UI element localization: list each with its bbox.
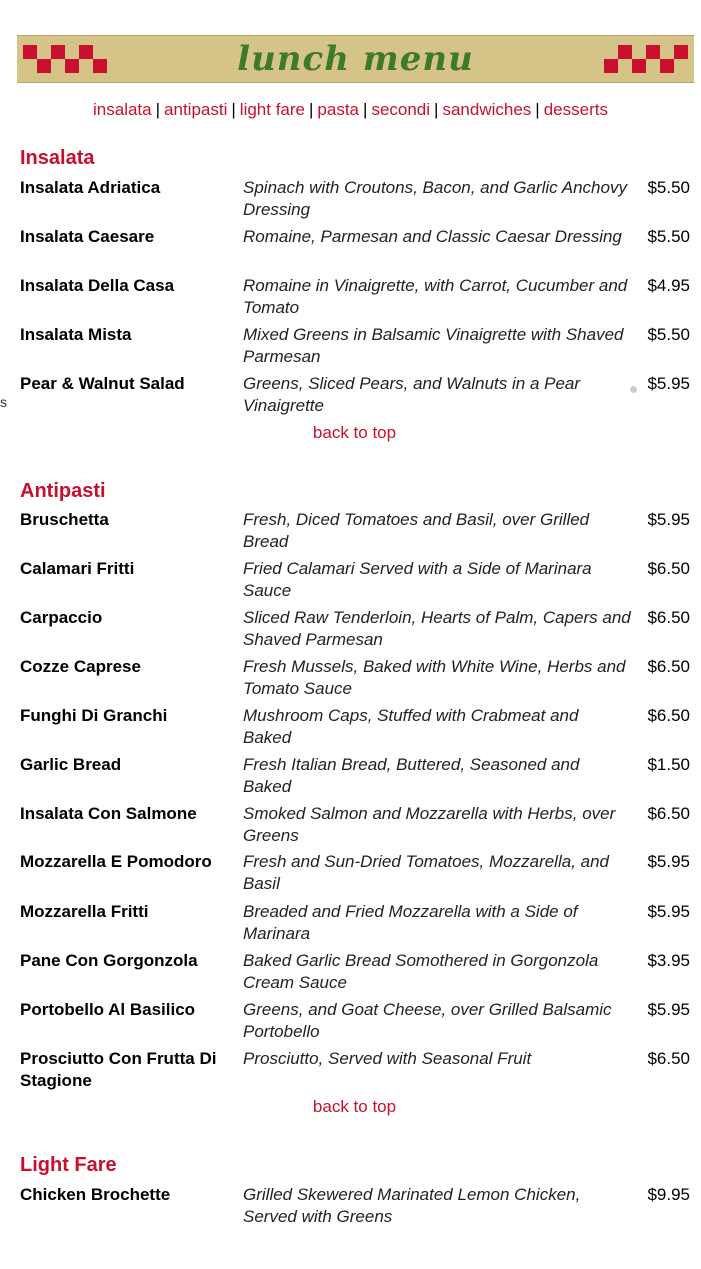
item-price: $5.95 xyxy=(647,374,690,393)
nav-link-light-fare[interactable]: light fare xyxy=(239,100,305,119)
section-title-antipasti: Antipasti xyxy=(20,480,106,502)
banner-title: lunch menu xyxy=(237,39,474,79)
nav-separator: | xyxy=(363,100,368,119)
decorative-dot xyxy=(630,386,637,393)
back-to-top-link[interactable]: back to top xyxy=(312,1097,397,1116)
item-name: Insalata Caesare xyxy=(20,227,155,246)
menu-banner xyxy=(17,35,694,83)
item-name: Pane Con Gorgonzola xyxy=(20,951,198,970)
item-price: $6.50 xyxy=(647,657,690,676)
item-name: Garlic Bread xyxy=(20,755,122,774)
item-name: Mozzarella E Pomodoro xyxy=(20,852,212,871)
item-description: Spinach with Croutons, Bacon, and Garlic Anchovy Dressing xyxy=(243,178,627,219)
item-name: Pear & Walnut Salad xyxy=(20,374,185,393)
item-price: $5.50 xyxy=(647,325,690,344)
item-description: Romaine, Parmesan and Classic Caesar Dressing xyxy=(243,227,622,246)
item-description: Grilled Skewered Marinated Lemon Chicken, Served with Greens xyxy=(243,1185,581,1226)
nav-link-desserts[interactable]: desserts xyxy=(543,100,608,119)
item-price: $6.50 xyxy=(647,1049,690,1068)
nav-link-secondi[interactable]: secondi xyxy=(371,100,431,119)
item-name: Insalata Adriatica xyxy=(20,178,161,197)
item-name: Insalata Con Salmone xyxy=(20,804,197,823)
item-description: Sliced Raw Tenderloin, Hearts of Palm, Capers and Shaved Parmesan xyxy=(243,608,631,649)
item-name: Insalata Della Casa xyxy=(20,276,175,295)
item-description: Fresh and Sun-Dried Tomatoes, Mozzarella, and Basil xyxy=(243,852,609,893)
item-price: $6.50 xyxy=(647,559,690,578)
item-name: Mozzarella Fritti xyxy=(20,902,149,921)
item-description: Mushroom Caps, Stuffed with Crabmeat and Baked xyxy=(243,706,579,747)
section-title-insalata: Insalata xyxy=(20,147,95,169)
item-price: $1.50 xyxy=(647,755,690,774)
item-price: $5.50 xyxy=(647,227,690,246)
item-description: Fresh Mussels, Baked with White Wine, Herbs and Tomato Sauce xyxy=(243,657,626,698)
section-title-light-fare: Light Fare xyxy=(20,1154,117,1176)
item-price: $6.50 xyxy=(647,804,690,823)
item-price: $5.95 xyxy=(647,852,690,871)
item-description: Mixed Greens in Balsamic Vinaigrette with Shaved Parmesan xyxy=(243,325,624,366)
nav-separator: | xyxy=(231,100,236,119)
item-name: Bruschetta xyxy=(20,510,109,529)
item-name: Prosciutto Con Frutta Di Stagione xyxy=(20,1049,217,1090)
item-price: $6.50 xyxy=(647,608,690,627)
stray-text: s xyxy=(0,394,7,410)
item-name: Calamari Fritti xyxy=(20,559,135,578)
item-description: Greens, and Goat Cheese, over Grilled Balsamic Portobello xyxy=(243,1000,612,1041)
item-name: Portobello Al Basilico xyxy=(20,1000,196,1019)
item-description: Prosciutto, Served with Seasonal Fruit xyxy=(243,1049,532,1068)
nav-separator: | xyxy=(155,100,161,119)
nav-separator: | xyxy=(309,100,314,119)
item-name: Insalata Mista xyxy=(20,325,132,344)
nav-link-sandwiches[interactable]: sandwiches xyxy=(442,100,532,119)
item-description: Greens, Sliced Pears, and Walnuts in a Pear Vinaigrette xyxy=(243,374,581,415)
item-price: $6.50 xyxy=(647,706,690,725)
item-price: $5.95 xyxy=(647,510,690,529)
nav-link-antipasti[interactable]: antipasti xyxy=(164,100,228,119)
item-price: $5.50 xyxy=(647,178,690,197)
item-price: $5.95 xyxy=(647,1000,690,1019)
item-name: Chicken Brochette xyxy=(20,1185,171,1204)
item-description: Fresh, Diced Tomatoes and Basil, over Grilled Bread xyxy=(243,510,590,551)
item-price: $3.95 xyxy=(647,951,690,970)
section-nav xyxy=(0,100,701,120)
item-description: Smoked Salmon and Mozzarella with Herbs, over Greens xyxy=(243,804,616,845)
item-price: $9.95 xyxy=(647,1185,690,1204)
item-description: Fried Calamari Served with a Side of Marinara Sauce xyxy=(243,559,592,600)
nav-separator: | xyxy=(535,100,540,119)
item-description: Fresh Italian Bread, Buttered, Seasoned and Baked xyxy=(243,755,580,796)
back-to-top-link[interactable]: back to top xyxy=(312,423,397,442)
item-description: Breaded and Fried Mozzarella with a Side of Marinara xyxy=(243,902,578,943)
checker-pattern-right xyxy=(604,45,688,73)
item-description: Romaine in Vinaigrette, with Carrot, Cucumber and Tomato xyxy=(243,276,628,317)
item-name: Cozze Caprese xyxy=(20,657,141,676)
item-description: Baked Garlic Bread Somothered in Gorgonzola Cream Sauce xyxy=(243,951,599,992)
item-name: Funghi Di Granchi xyxy=(20,706,168,725)
item-name: Carpaccio xyxy=(20,608,103,627)
item-price: $4.95 xyxy=(647,276,690,295)
nav-link-insalata[interactable]: insalata xyxy=(93,100,152,119)
nav-separator: | xyxy=(434,100,439,119)
item-price: $5.95 xyxy=(647,902,690,921)
nav-link-pasta[interactable]: pasta xyxy=(317,100,360,119)
